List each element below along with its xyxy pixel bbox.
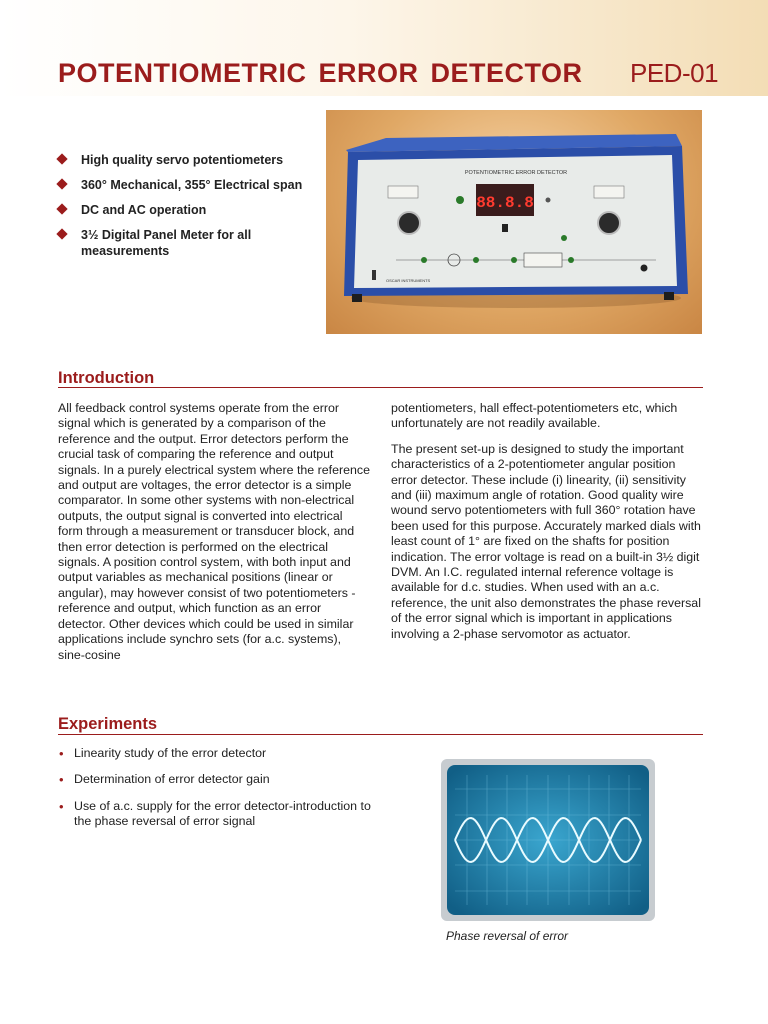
oscilloscope-screen xyxy=(441,759,655,921)
feature-item: DC and AC operation xyxy=(58,202,308,218)
feature-item: 3½ Digital Panel Meter for all measurements xyxy=(58,227,308,259)
experiments-heading: Experiments xyxy=(58,715,158,733)
list-item: • Use of a.c. supply for the error detector-introduction to the phase reversal of error signal xyxy=(59,798,371,829)
paragraph: potentiometers, hall effect-potentiometers etc, which unfortunately are not readily available. xyxy=(391,401,678,431)
display-value: 88.8.8 xyxy=(476,194,534,212)
product-photo xyxy=(326,110,702,334)
diamond-bullet-icon xyxy=(56,203,67,214)
experiments-list xyxy=(58,746,378,841)
feature-item: High quality servo potentiometers xyxy=(58,152,308,168)
introduction-column-1 xyxy=(58,401,370,673)
bullet-icon: • xyxy=(59,798,64,814)
product-code: PED-01 xyxy=(630,58,719,88)
panel-title: POTENTIOMETRIC ERROR DETECTOR xyxy=(464,170,568,176)
list-item: • Linearity study of the error detector xyxy=(59,746,267,761)
bullet-icon: • xyxy=(59,746,64,761)
left-dial-knob xyxy=(398,212,420,234)
bullet-icon: • xyxy=(59,772,64,788)
introduction-column-2 xyxy=(391,401,703,652)
instrument-illustration xyxy=(326,110,702,334)
diamond-bullet-icon xyxy=(56,153,67,164)
section-divider xyxy=(58,387,703,388)
diamond-bullet-icon xyxy=(56,178,67,189)
maker-label: OSCAR INSTRUMENTS xyxy=(386,278,431,283)
oscilloscope-image xyxy=(441,759,655,921)
page-title: POTENTIOMETRIC ERROR DETECTOR xyxy=(58,58,583,88)
feature-list xyxy=(58,152,308,268)
image-caption: Phase reversal of error xyxy=(446,929,569,943)
diamond-bullet-icon xyxy=(56,228,67,239)
paragraph: The present set-up is designed to study the important characteristics of a 2-potentiometer angular position error detector. These include (i) linearity, (ii) sensitivity and (iii) maximum angle of rotation. Good quality wire wound servo potentiometers with full 360° rotation have been used for this purpose. Accurately marked dials with least count of 1° are fixed on the shafts for position indication. The error voltage is read on a built-in 3½ digit DVM. An I.C. regulated internal reference voltage is available for d.c. studies. When used with an a.c. reference, the unit also demonstrates the phase reversal of the error signal which is important in applications involving a 2-phase servomotor as actuator. xyxy=(391,441,701,641)
introduction-heading: Introduction xyxy=(58,369,155,387)
paragraph: All feedback control systems operate from the error signal which is generated by a comparison of the reference and the output. Error detectors perform the crucial task of comparing the reference and output signals. In a purely electrical system where the reference and output are voltages, the error detector is a simple comparator. In some other systems with non-electrical outputs, the output signal is converted into electrical form through a measurement or transducer block, and then error detection is performed on the electrical signals. A position control system, with both input and output variables as mechanical positions (linear or angular), may however consist of two potentiometers - reference and output, which function as an error detector. Other devices which could be used in similar applications include synchro sets (for a.c. systems), sine-cosine xyxy=(58,401,370,662)
section-divider xyxy=(58,734,703,735)
right-dial-knob xyxy=(598,212,620,234)
list-item: • Determination of error detector gain xyxy=(59,772,270,788)
feature-item: 360° Mechanical, 355° Electrical span xyxy=(58,177,308,193)
